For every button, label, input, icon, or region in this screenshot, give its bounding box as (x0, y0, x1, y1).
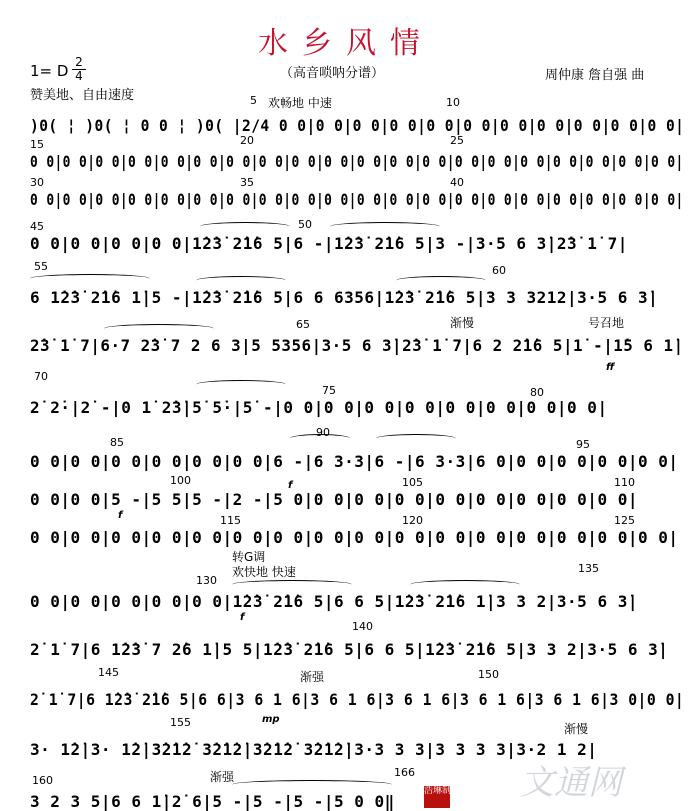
slur-arc (232, 780, 392, 789)
staff-row: 0 0|0 0|0 0|0 0|0 0|0 0|0 0|0 0|0 0|0 0|0 0|0 0|0 0|0 0|0 0|0 0|0 0|0 0|0 0|0 0| (30, 190, 684, 209)
composer-credit: 周仲康 詹自强 曲 (545, 68, 645, 83)
slur-arc (376, 434, 456, 443)
measure-number: 90 (316, 426, 330, 439)
dynamic-marking: 渐强 (210, 770, 235, 784)
measure-number: 105 (402, 476, 423, 489)
expression-marking: 号召地 (588, 316, 625, 330)
watermark-logo: 文通网 (520, 763, 622, 803)
slur-arc (410, 580, 520, 589)
measure-number: 35 (240, 176, 254, 189)
measure-number: 130 (196, 574, 217, 587)
measure-number: 30 (30, 176, 44, 189)
measure-number: 135 (578, 562, 599, 575)
measure-number: 95 (576, 438, 590, 451)
measure-number: 60 (492, 264, 506, 277)
staff-row: 3 2 3 5|6 6 1̇|2̇ 6|5 -|5 -|5 -|5 0 0‖ (30, 792, 395, 811)
time-signature (72, 56, 86, 83)
dynamic-marking: f (288, 480, 293, 491)
staff-row: 0 0|0 0|0 0|0 0|1̇2̇3̇ 2̇1̇6 5|6 -|1̇2̇3̇ 2̇1̇6 5|3 -|3·5 6 3̇|2̇3̇ 1̇ 7| (30, 234, 628, 253)
measure-number: 10 (446, 96, 460, 109)
measure-number: 100 (170, 474, 191, 487)
measure-number: 140 (352, 620, 373, 633)
staff-row: 0 0|0 0|0 0|0 0|0 0|0 0|0 0|0 0|0 0|0 0|0 0|0 0|0 0|0 0|0 0|0 0| (30, 528, 679, 547)
measure-number: 110 (614, 476, 635, 489)
measure-number: 5 (250, 94, 257, 107)
measure-number: 80 (530, 386, 544, 399)
page-title: 水乡风情 (258, 26, 434, 61)
slur-arc (232, 580, 352, 589)
time-signature-top: 2 (75, 55, 83, 69)
measure-number: 50 (298, 218, 312, 231)
measure-number: 120 (402, 514, 423, 527)
measure-number: 15 (30, 138, 44, 151)
tempo-marking: 渐慢 (450, 316, 475, 330)
dynamic-marking: ff (606, 362, 615, 373)
staff-row: 0 0|0 0|0 0|0 0|0 0|0 0|0 0|0 0|0 0|0 0|0 0|0 0|0 0|0 0|0 0|0 0|0 0|0 0|0 0|0 0| (30, 152, 684, 171)
measure-number: 75 (322, 384, 336, 397)
measure-number: 70 (34, 370, 48, 383)
staff-row: 6 1̇2̇3̇ 2̇1̇6 1̇|5 -|1̇2̇3̇ 2̇1̇6 5|6 6 6356|1̇2̇3̇ 2̇1̇6 5|3 3 3212|3·5 6 3̇| (30, 288, 659, 307)
slur-arc (196, 380, 286, 389)
staff-row: 3· 1̇2̇|3· 1̇2̇|3̇2̇1̇2̇ 3̇2̇1̇2̇|3̇2̇1̇2̇ 3̇2̇1̇2̇|3·3 3 3|3 3 3 3|3·2 1 2| (30, 740, 598, 759)
slur-arc (396, 276, 486, 285)
measure-number: 85 (110, 436, 124, 449)
dynamic-marking: mp (262, 714, 280, 725)
slur-arc (30, 274, 150, 283)
publisher-stamp: 浩琳制谱 (424, 786, 450, 808)
slur-arc (196, 276, 286, 285)
staff-row: 2̇ 1̇ 7|6 1̇2̇3̇ 2̇1̇6 5|6 6|3 6 1 6|3 6 1 6|3 6 1 6|3 6 1 6|3 6 1 6|3 0|0 0| (30, 690, 685, 709)
key-change-marking: 转G调 (232, 550, 266, 564)
slur-arc (200, 222, 290, 231)
measure-number: 40 (450, 176, 464, 189)
measure-number: 155 (170, 716, 191, 729)
key-signature: 1= D (30, 62, 69, 80)
measure-number: 20 (240, 134, 254, 147)
measure-number: 65 (296, 318, 310, 331)
slur-arc (290, 434, 350, 443)
measure-number: 166 (394, 766, 415, 779)
measure-number: 125 (614, 514, 635, 527)
tempo-marking: 欢快地 快速 (232, 565, 296, 579)
staff-row: 0 0|0 0|5 -|5 5|5 -|2 -|5 0|0 0|0 0|0 0|0 0|0 0|0 0|0 0|0 0| (30, 490, 638, 509)
dynamic-marking: f (118, 510, 123, 521)
dynamic-marking: f (240, 612, 245, 623)
staff-row: 0 0|0 0|0 0|0 0|0 0|0 0|6 -|6 3·3|6 -|6 3·3|6 0|0 0|0 0|0 0|0 0| (30, 452, 679, 471)
staff-row: 2̇3̇ 1̇ 7|6·7 2̇3̇ 7 2 6 3|5 5356|3·5 6 3̇|2̇3̇ 1̇ 7|6 2 2̇1̇6 5|1̇ -|1̇5 6 1̇| (30, 336, 684, 355)
measure-number: 55 (34, 260, 48, 273)
slur-arc (330, 222, 440, 231)
staff-row: 0 0|0 0|0 0|0 0|0 0|1̇2̇3̇ 2̇1̇6 5|6 6 5|1̇2̇3̇ 2̇1̇6 1̇|3 3 2|3·5 6 3̇| (30, 592, 638, 611)
measure-number: 115 (220, 514, 241, 527)
tempo-marking: 渐慢 (564, 722, 589, 736)
time-signature-bottom: 4 (72, 69, 86, 83)
tempo-marking: 欢畅地 中速 (268, 96, 332, 110)
measure-number: 25 (450, 134, 464, 147)
measure-number: 45 (30, 220, 44, 233)
measure-number: 160 (32, 774, 53, 787)
measure-number: 150 (478, 668, 499, 681)
staff-row: )0( ¦ )0( ¦ 0 0 ¦ )0( |2/4 0 0|0 0|0 0|0 0|0 0|0 0|0 0|0 0|0 0|0 0|0 0| (30, 116, 685, 135)
staff-row: 2̇ 1̇ 7|6 1̇2̇3̇ 7 2̇6 1̇|5 5|1̇2̇3̇ 2̇1̇6 5|6 6 5|1̇2̇3̇ 2̇1̇6 5|3 3 2|3·5 6 3̇| (30, 640, 669, 659)
intro-expression: 赞美地、自由速度 (30, 88, 135, 103)
slur-arc (104, 324, 214, 333)
measure-number: 145 (98, 666, 119, 679)
subtitle: （高音唢呐分谱） (280, 66, 385, 81)
dynamic-marking: 渐强 (300, 670, 325, 684)
staff-row: 2̇ 2̇·|2̇ -|0 1̇ 2̇3̇|5̇ 5̇·|5̇ -|0 0|0 0|0 0|0 0|0 0|0 0|0 0|0 0| (30, 398, 608, 417)
